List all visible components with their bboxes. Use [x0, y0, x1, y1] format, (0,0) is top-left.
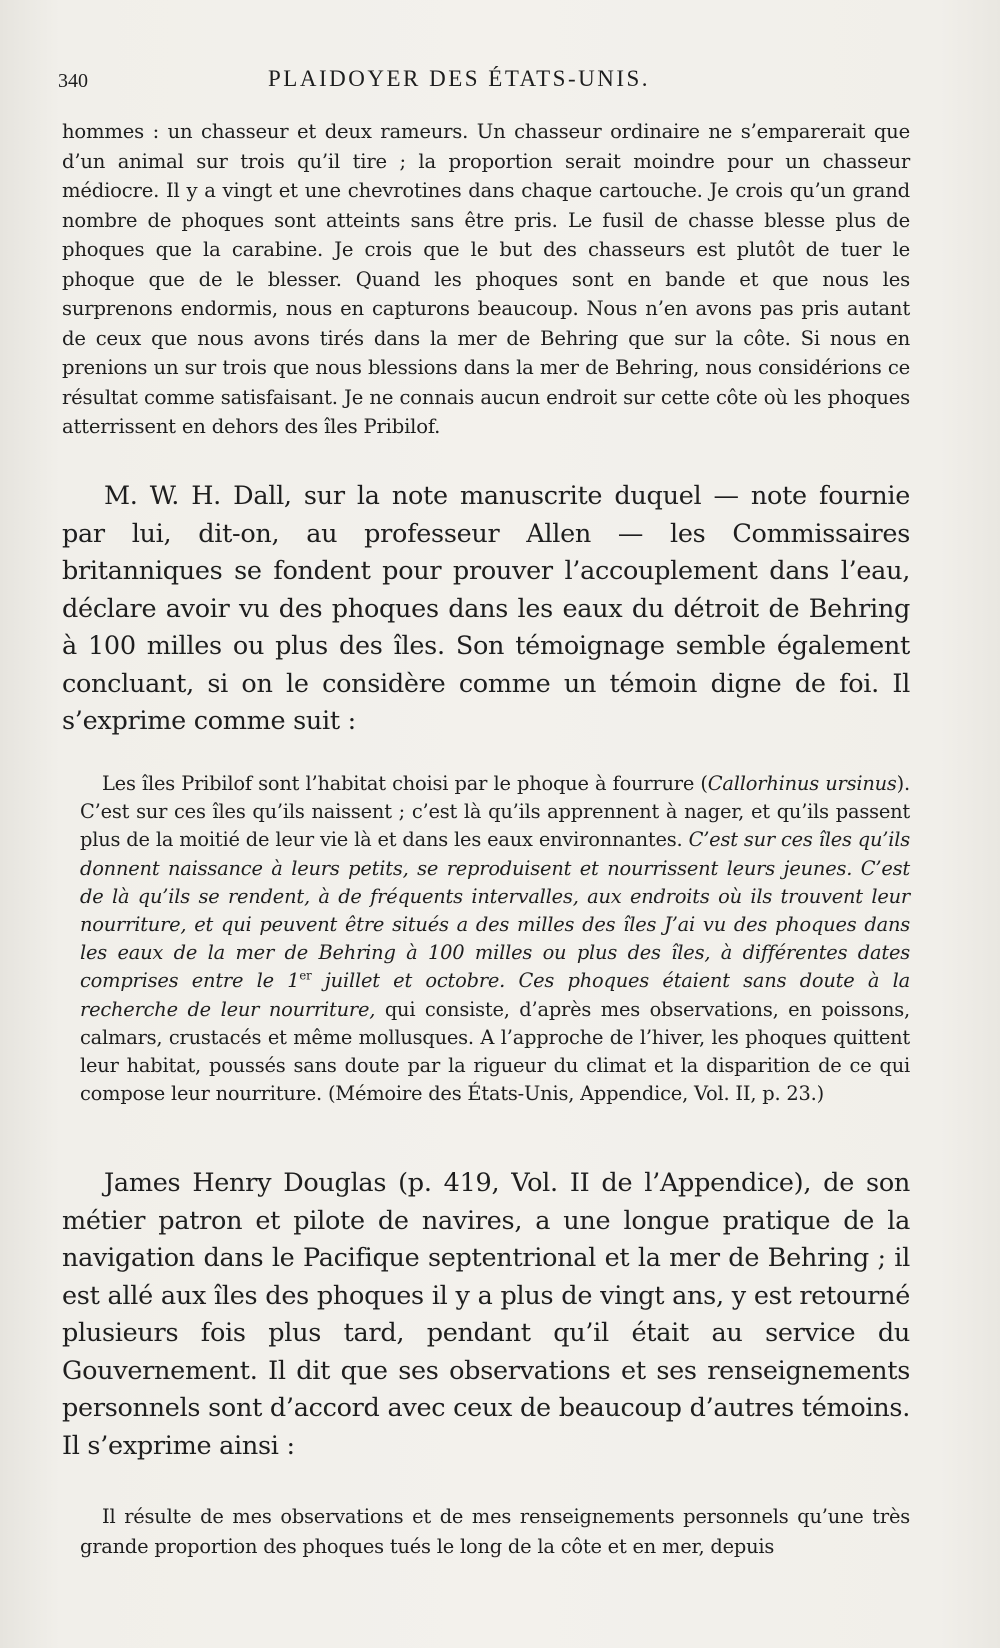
- paragraph-dall: M. W. H. Dall, sur la note manuscrite duquel — note fournie par lui, dit-on, au professeur Allen — les Commissaires britanniques se fondent pour prouver l’accouplement dans l’eau, déclare avoir vu des phoques dans les eaux du détroit de Behring à 100 milles ou plus des îles. Son témoignage semble également concluant, si on le considère comme un témoin digne de foi. Il s’exprime comme suit :: [62, 481, 910, 736]
- page-header: [58, 62, 908, 102]
- quote-dall-italic-passage-end: juillet et octobre. Ces phoques étaient sans doute à la recherche de leur nourriture,: [80, 969, 911, 1021]
- quote-dall-part-f: qui consiste, d’après mes observations, en poissons, calmars, crustacés et même mollusques. A l’approche de l’hiver, les phoques quittent leur habitat, poussés sans doute par la rigueur du climat et la disparition de ce qui compose leur nourriture. (Mémoire des États-Unis, Appendice, Vol. II, p. 23.): [80, 997, 910, 1106]
- quote-dall-part-a: Les îles Pribilof sont l’habitat choisi par le phoque à fourrure (: [102, 772, 708, 795]
- quote-dall-italic-passage: C’est sur ces îles qu’ils donnent naissance à leurs petits, se reproduisent et nourrissent leurs jeunes. C’est de là qu’ils se rendent, à de fréquents intervalles, aux endroits où ils trouvent leur nourriture, et qui peuvent être situés a des milles des îles J’ai vu des phoques dans les eaux de la mer de Behring à 100 milles ou plus des îles, à différentes dates comprises entre le 1: [80, 828, 910, 993]
- paragraph-testimony-continued: hommes : un chasseur et deux rameurs. Un chasseur ordinaire ne s’emparerait que d’un animal sur trois qu’il tire ; la proportion serait moindre pour un chasseur médiocre. Il y a vingt et une chevrotines dans chaque cartouche. Je crois qu’un grand nombre de phoques sont atteints sans être pris. Le fusil de chasse blesse plus de phoques que la carabine. Je crois que le but des chasseurs est plutôt de tuer le phoque que de le blesser. Quand les phoques sont en bande et que nous les surprenons endormis, nous en capturons beaucoup. Nous n’en avons pas pris autant de ceux que nous avons tirés dans la mer de Behring que sur la côte. Si nous en prenions un sur trois que nous blessions dans la mer de Behring, nous considérions ce résultat comme satisfaisant. Je ne connais aucun endroit sur cette côte où les phoques atterrissent en dehors des îles Pribilof.: [62, 120, 910, 438]
- quote-dall-superscript: er: [299, 968, 312, 983]
- quote-dall-species: Callorhinus ursinus: [707, 772, 897, 795]
- quote-douglas: Il résulte de mes observations et de mes renseignements personnels qu’une très grande proportion des phoques tués le long de la côte et en mer, depuis: [80, 1505, 910, 1558]
- running-title: PLAIDOYER DES ÉTATS-UNIS.: [268, 66, 651, 91]
- paragraph-douglas: James Henry Douglas (p. 419, Vol. II de l’Appendice), de son métier patron et pilote de navires, a une longue pratique de la navigation dans le Pacifique septentrional et la mer de Behring ; il est allé aux îles des phoques il y a plus de vingt ans, y est retourné plusieurs fois plus tard, pendant qu’il était au service du Gouvernement. Il dit que ses observations et ses renseignements personnels sont d’accord avec ceux de beaucoup d’autres témoins. Il s’exprime ainsi :: [62, 1168, 910, 1461]
- quote-dall: [80, 770, 910, 1108]
- quote-dall-part-c: ). C’est sur ces îles qu’ils naissent ; c’est là qu’ils apprennent à nager, et qu’ils passent plus de la moitié de leur vie là et dans les eaux environnantes.: [80, 772, 910, 852]
- page-number: 340: [58, 70, 88, 92]
